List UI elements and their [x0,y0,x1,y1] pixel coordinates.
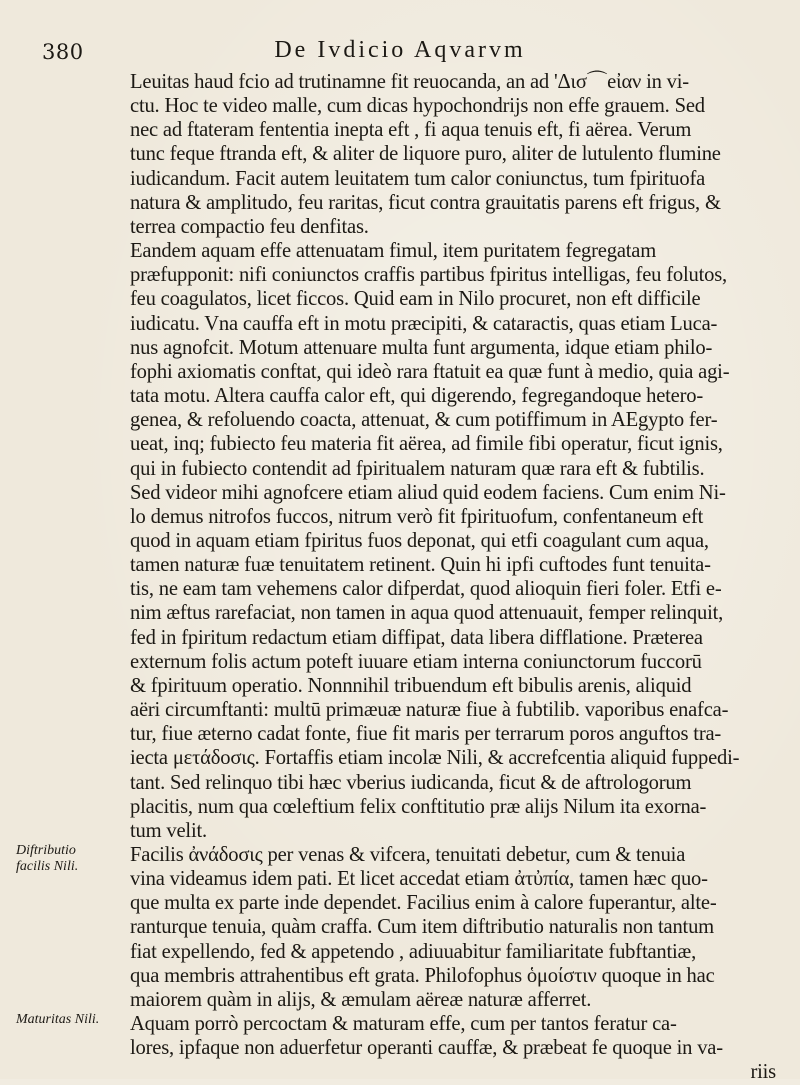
text-line: terrea compactio feu denfitas. [130,215,369,238]
text-line: que multa ex parte inde dependet. Facilius enim à calore fuperantur, alte- [130,892,717,915]
text-line: fed in fpiritum redactum etiam diffipat, data libera difflatione. Præterea [130,626,703,649]
text-line: genea, & refoluendo coacta, attenuat, & cum potiffimum in AEgypto fer- [130,409,718,432]
margin-note-distributio: Diftributio facilis Nili. [16,843,79,874]
page-header [30,37,770,69]
text-line: qui in fubiecto contendit ad fpiritualem naturam quæ rara eft & fubtilis. [130,457,705,480]
text-line: tis, ne eam tam vehemens calor difperdat, quod alioquin fieri foler. Etfi e- [130,578,722,601]
text-line: iudicandum. Facit autem leuitatem tum calor coniunctus, tum fpirituofa [130,167,706,190]
running-title: De Ivdicio Aqvarvm [274,37,526,63]
text-line: & fpirituum operatio. Nonnnihil tribuendum eft bibulis arenis, aliquid [130,674,692,697]
text-line: nec ad ftateram fententia inepta eft , fi aqua tenuis eft, fi aërea. Verum [130,119,692,142]
text-line: iecta μετάδοσις. Fortaffis etiam incolæ Nili, & accrefcentia aliquid fuppedi- [130,747,740,770]
text-line: Sed videor mihi agnofcere etiam aliud quid eodem faciens. Cum enim Ni- [130,481,726,504]
text-line: Leuitas haud fcio ad trutinamne fit reuocanda, an ad 'Δισ⌒eἰαν in vi- [130,71,689,93]
text-line: Aquam porrò percoctam & maturam effe, cum per tantos feratur ca- [130,1013,677,1036]
paragraph-1 [104,70,784,239]
text-line: vina videamus idem pati. Et licet accedat etiam ἀτὐπία, tamen hæc quo- [130,868,708,891]
text-line: fophi axiomatis conftat, qui ideò rara ftatuit ea quæ funt à medio, quia agi- [130,360,730,383]
text-line: lo demus nitrofos fuccos, nitrum verò fit fpirituofum, confentaneum eft [130,505,704,528]
paragraph-3 [104,843,784,1012]
text-line: aëri circumftanti: multū primæuæ naturæ fiue à fubtilib. vaporibus enafca- [130,699,729,722]
text-line: lores, ipfaque non aduerfetur operanti cauffæ, & præbeat fe quoque in va- [130,1037,723,1060]
text-line: ueat, inq; fubiecto feu materia fit aërea, ad fimile fibi operatur, ficut ignis, [130,433,723,456]
text-line: tum velit. [130,819,207,842]
text-line: præfupponit: nifi coniunctos craffis partibus fpiritus intelligas, feu folutos, [130,264,727,287]
text-line: Eandem aquam effe attenuatam fimul, item puritatem fegregatam [130,240,657,263]
text-line: iudicatu. Vna cauffa eft in motu præcipiti, & cataractis, quas etiam Luca- [130,312,718,335]
margin-note-maturitas: Maturitas Nili. [16,1012,100,1027]
body-text [104,70,784,1085]
text-line: maiorem quàm in alijs, & æmulam aëreæ naturæ afferret. [130,988,592,1011]
catchword: riis [750,1061,776,1084]
page-number: 380 [42,40,84,64]
text-line: ranturque tenuia, quàm craffa. Cum item diftributio naturalis non tantum [130,916,714,939]
text-line: quod in aquam etiam fpiritus fuos deponat, qui etfi coagulant cum aqua, [130,529,709,552]
text-line: tur, fiue æterno cadat fonte, fiue fit maris per terrarum poros anguftos tra- [130,723,722,746]
text-line: natura & amplitudo, feu raritas, ficut contra grauitatis parens eft frigus, & [130,191,721,214]
text-line: nus agnofcit. Motum attenuare multa funt argumenta, idque etiam philo- [130,336,713,359]
text-line: nim æftus rarefaciat, non tamen in aqua quod attenuauit, femper relinquit, [130,602,724,625]
text-line: tant. Sed relinquo tibi hæc vberius iudicanda, ficut & de aftrologorum [130,771,692,794]
text-line: feu coagulatos, licet ficcos. Quid eam in Nilo procuret, non eft difficile [130,288,701,311]
catchword-line [104,1060,784,1084]
text-line: tunc feque ftranda eft, & aliter de liquore puro, aliter de lutulento flumine [130,143,721,166]
text-line: qua membris attrahentibus eft grata. Philofophus ὁμοίστιν quoque in hac [130,964,715,987]
text-line: tamen naturæ fuæ tenuitatem retinent. Quin hi ipfi cuftodes funt tenuita- [130,554,711,577]
text-line: placitis, num qua cœleftium felix conftitutio præ alijs Nilum ita exorna- [130,795,707,818]
text-line: ctu. Hoc te video malle, cum dicas hypochondrijs non effe grauem. Sed [130,95,705,118]
paragraph-4 [104,1012,784,1060]
text-line: externum folis actum poteft iuuare etiam interna coniunctorum fuccorū [130,650,702,673]
text-line: fiat expellendo, fed & appetendo , adiuuabitur familiaritate fubftantiæ, [130,940,697,963]
text-line: tata motu. Altera cauffa calor eft, qui digerendo, fegregandoque hetero- [130,385,704,408]
text-line: Facilis ἀνάδοσις per venas & vifcera, tenuitati debetur, cum & tenuia [130,844,686,866]
paragraph-2 [104,239,784,843]
